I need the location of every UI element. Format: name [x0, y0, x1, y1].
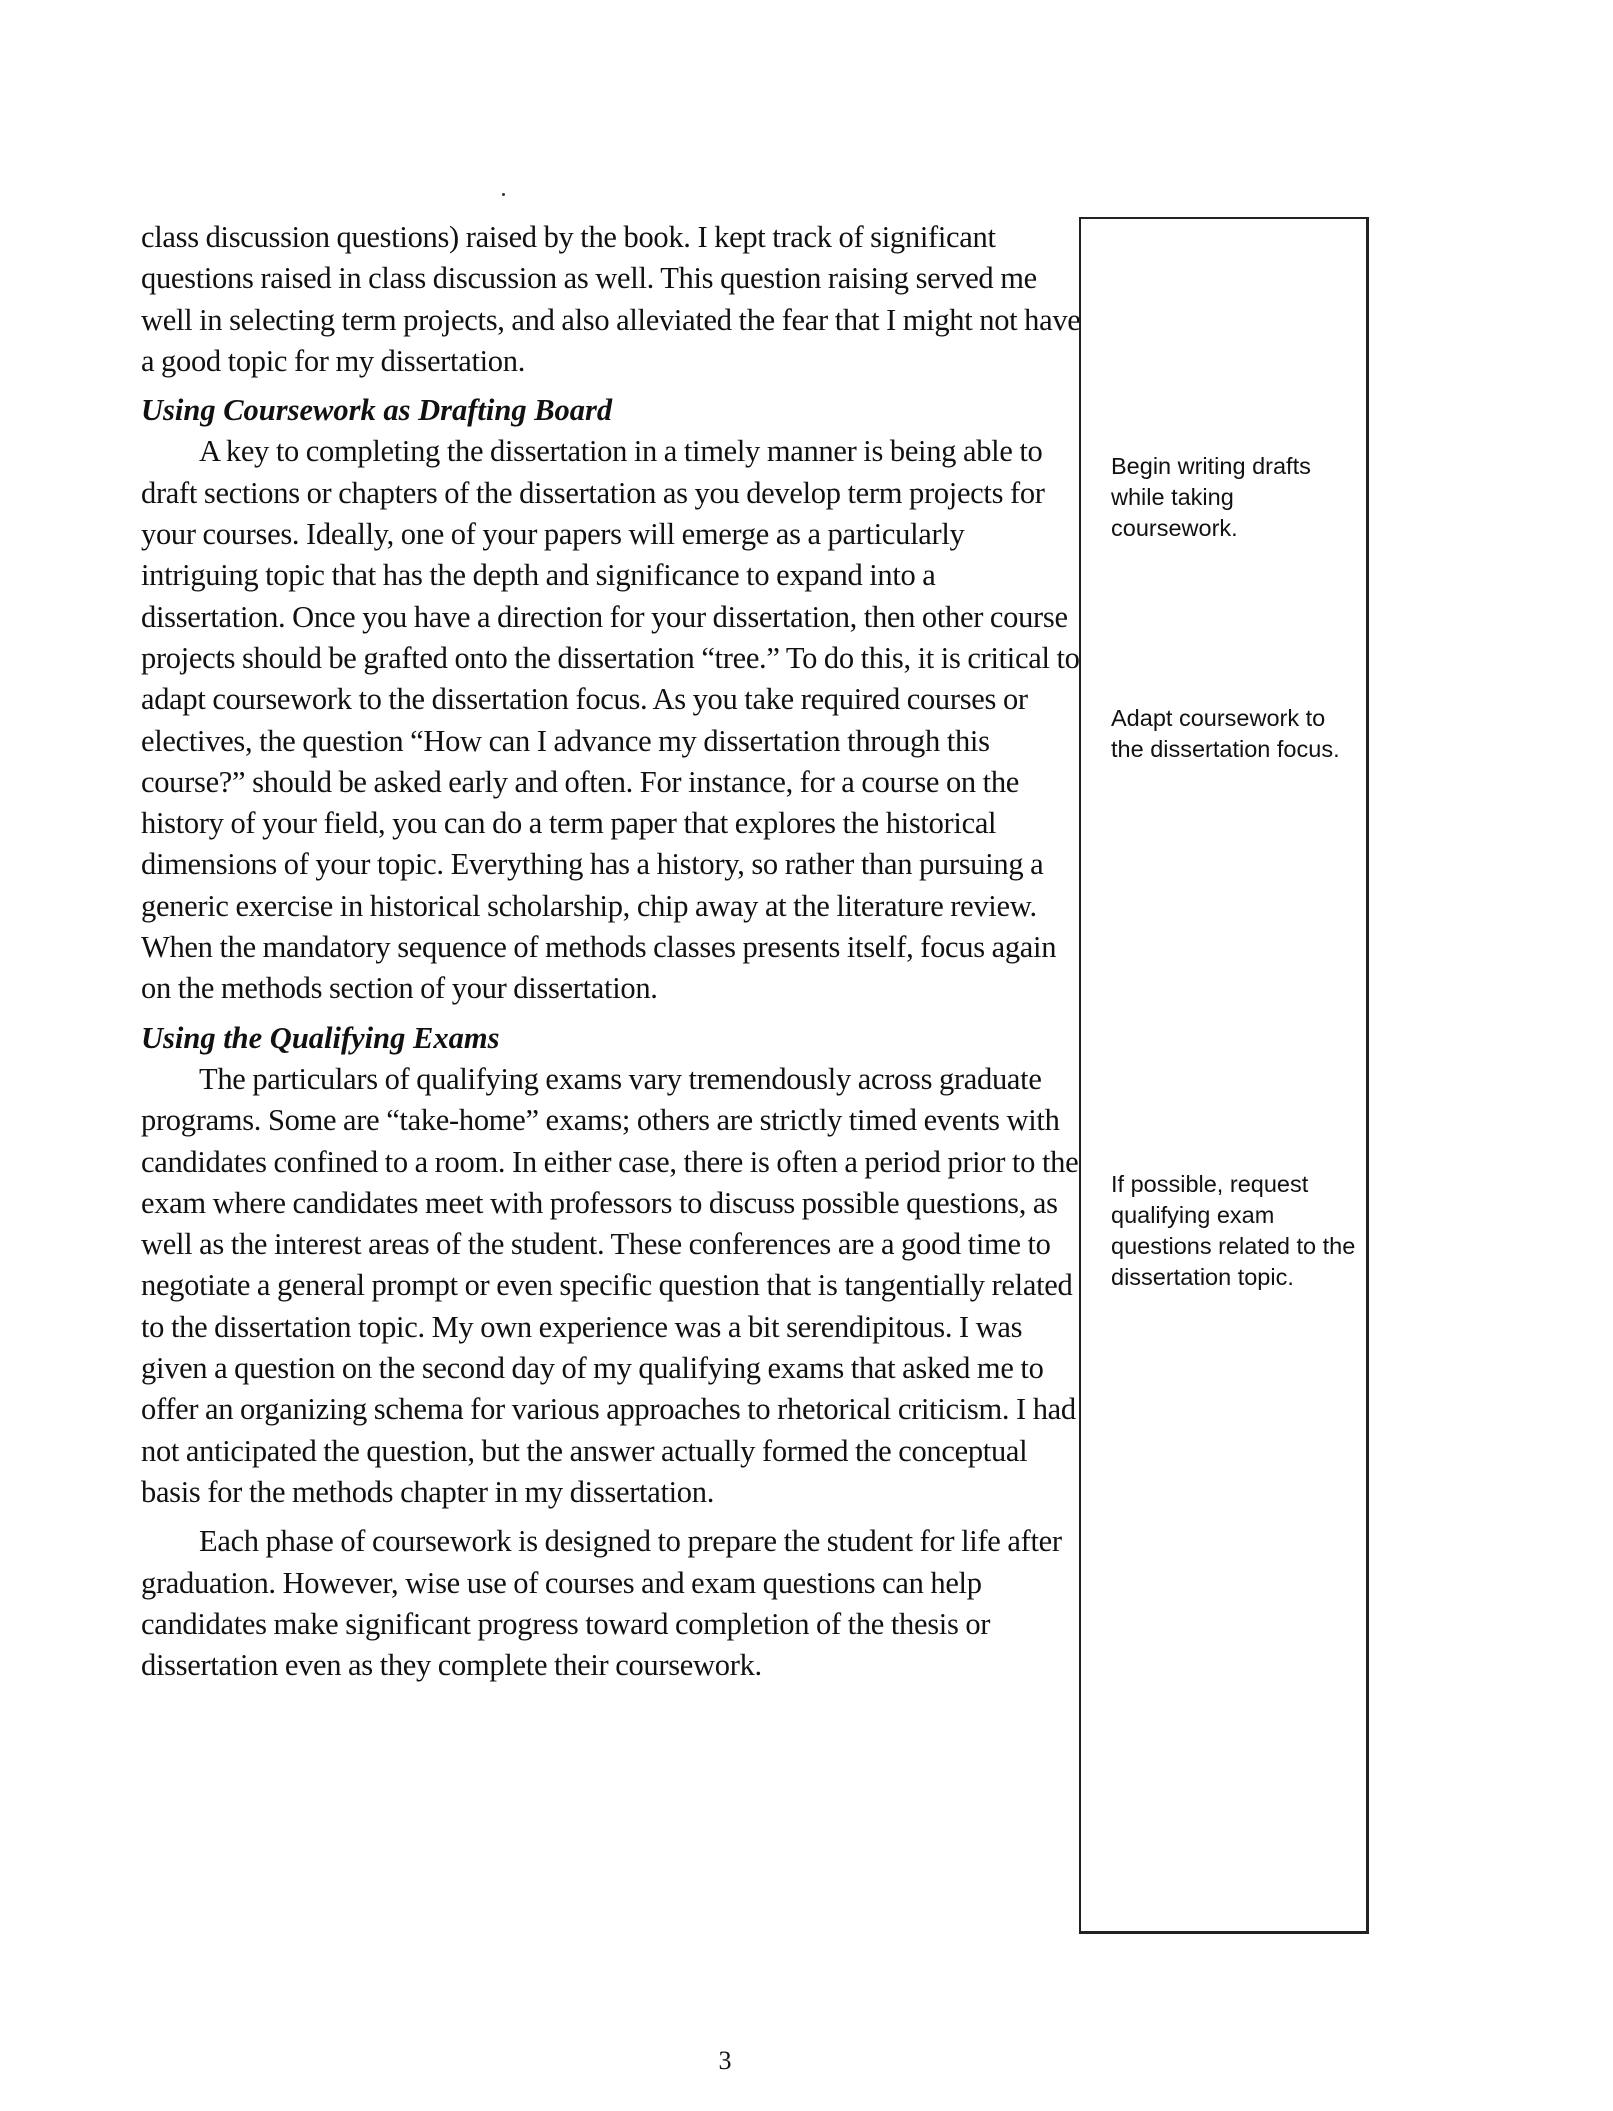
- page-number: 3: [718, 2046, 732, 2075]
- stray-dot-mark: [502, 193, 505, 196]
- drafting-board-paragraph: A key to completing the dissertation in a timely manner is being able to draft sections or chapters of the dissertation as you develop term projects for your courses. Ideally, one of your papers will emerge as a particularly intriguing topic that has the depth and significance to expand into a dissertation. Once you have a direction for your dissertation, then other course projects should be grafted onto the dissertation “tree.” To do this, it is critical to adapt coursework to the dissertation focus. As you take required courses or electives, the question “How can I advance my dissertation through this course?” should be asked early and often. For instance, for a course on the history of your field, you can do a term paper that explores the historical dimensions of your topic. Everything has a history, so rather than pursuing a generic exercise in historical scholarship, chip away at the literature review. When the mandatory sequence of methods classes presents itself, focus again on the methods section of your dissertation.: [141, 434, 1080, 1006]
- closing-paragraph: Each phase of coursework is designed to prepare the student for life after graduation. However, wise use of courses and exam questions can help candidates make significant progress toward completion of the thesis or dissertation even as they complete their coursework.: [141, 1524, 1062, 1683]
- qualifying-exams-paragraph: The particulars of qualifying exams vary tremendously across graduate programs. Some are “take-home” exams; others are strictly timed events with candidates confined to a room. In either case, there is often a period prior to the exam where candidates meet with professors to discuss possible questions, as well as the interest areas of the student. These conferences are a good time to negotiate a general prompt or even specific question that is tangentially related to the dissertation topic. My own experience was a bit serendipitous. I was given a question on the second day of my qualifying exams that asked me to offer an organizing schema for various approaches to rhetorical criticism. I had not anticipated the question, but the answer actually formed the conceptual basis for the methods chapter in my dissertation.: [141, 1061, 1079, 1509]
- margin-note-drafts: Begin writing drafts while taking coursework.: [1111, 453, 1311, 541]
- margin-note-adapt-coursework: Adapt coursework to the dissertation focus.: [1111, 705, 1340, 762]
- margin-notes-box: [1079, 217, 1369, 1934]
- margin-note-qualifying-exam: If possible, request qualifying exam questions related to the dissertation topic.: [1111, 1171, 1356, 1290]
- intro-paragraph: class discussion questions) raised by the book. I kept track of significant questions raised in class discussion as well. This question raising served me well in selecting term projects, and also alleviated the fear that I might not have a good topic for my dissertation.: [141, 220, 1081, 378]
- section-heading-drafting-board: Using Coursework as Drafting Board: [141, 393, 613, 428]
- section-heading-qualifying-exams: Using the Qualifying Exams: [141, 1020, 500, 1055]
- main-text-column: [141, 217, 1081, 1686]
